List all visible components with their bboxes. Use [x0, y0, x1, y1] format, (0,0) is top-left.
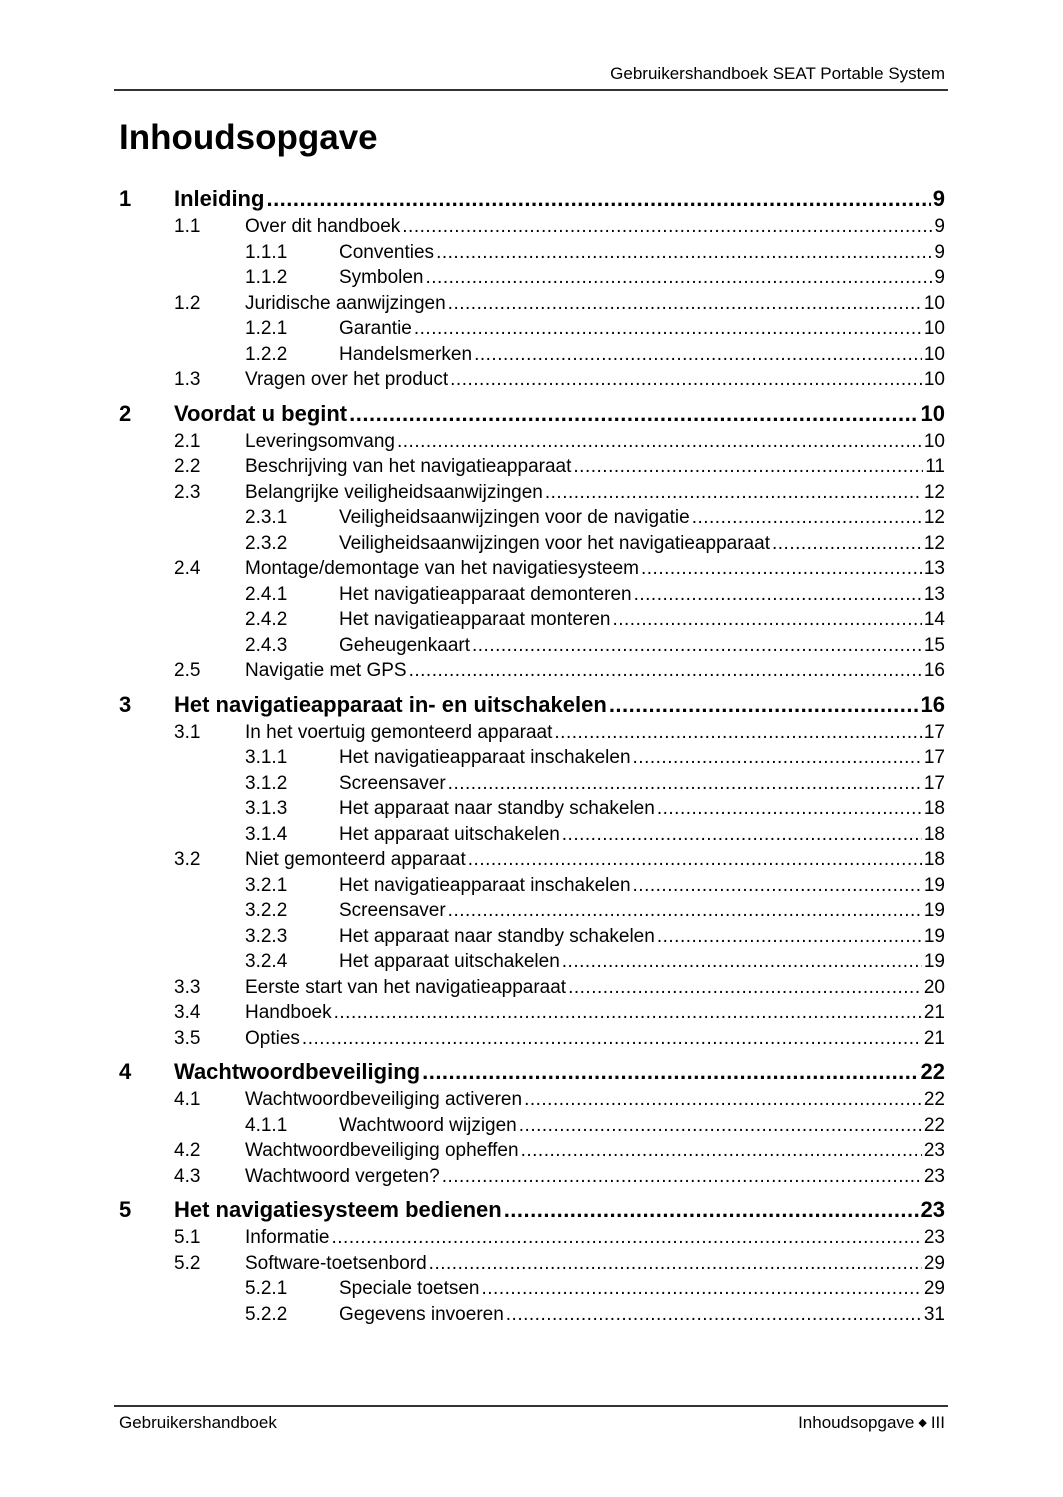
toc-entry-number: 1.1	[174, 216, 201, 237]
toc-dot-leader	[448, 771, 922, 797]
toc-dot-leader	[634, 582, 922, 608]
toc-dot-leader	[450, 367, 922, 393]
toc-entry-title: Montage/demontage van het navigatiesysteem	[245, 556, 641, 582]
toc-dot-leader	[426, 265, 933, 291]
toc-entry-level-3[interactable]	[119, 1113, 945, 1139]
toc-entry-title: Over dit handboek	[245, 214, 402, 240]
toc-entry-number: 3	[119, 691, 132, 717]
toc-entry-title: Voordat u begint	[174, 399, 349, 429]
toc-entry-number: 1.3	[174, 369, 201, 390]
toc-entry-number: 3.2.4	[245, 951, 288, 972]
toc-entry-title: Vragen over het product	[245, 367, 450, 393]
toc-entry-number: 4.1	[174, 1089, 201, 1110]
toc-entry-level-2[interactable]	[119, 480, 945, 506]
toc-entry-title: Wachtwoordbeveiliging activeren	[245, 1087, 524, 1113]
toc-entry-number: 3.1.1	[245, 747, 288, 768]
toc-dot-leader	[562, 822, 922, 848]
toc-entry-level-3[interactable]	[119, 1276, 945, 1302]
toc-entry-title: Het apparaat naar standby schakelen	[339, 924, 657, 950]
toc-entry-title: Wachtwoord wijzigen	[339, 1113, 519, 1139]
toc-entry-page: 13	[923, 583, 945, 605]
toc-entry-title: Juridische aanwijzingen	[245, 291, 448, 317]
toc-entry-page: 10	[923, 292, 945, 314]
toc-dot-leader	[409, 658, 922, 684]
toc-entry-level-3[interactable]	[119, 265, 945, 291]
toc-dot-leader	[422, 1057, 918, 1087]
toc-entry-level-3[interactable]	[119, 924, 945, 950]
toc-entry-number: 1.2	[174, 292, 201, 314]
toc-entry-number: 1.1.2	[245, 267, 288, 288]
toc-entry-level-2[interactable]	[119, 1138, 945, 1164]
toc-entry-page: 13	[923, 558, 945, 579]
toc-dot-leader	[302, 1026, 922, 1052]
toc-dot-leader	[657, 924, 922, 950]
diamond-icon: ◆	[918, 1417, 927, 1429]
toc-entry-level-3[interactable]	[119, 873, 945, 899]
toc-entry-page: 15	[923, 634, 945, 656]
toc-entry-level-2[interactable]	[119, 214, 945, 240]
toc-entry-page: 17	[923, 747, 945, 768]
toc-entry-number: 5.2.1	[245, 1278, 288, 1299]
toc-entry-number: 3.2.3	[245, 925, 288, 947]
toc-entry-level-2[interactable]	[119, 454, 945, 480]
toc-entry-number: 2.4.3	[245, 634, 288, 656]
toc-entry-title: Beschrijving van het navigatieapparaat	[245, 454, 573, 480]
toc-entry-title: Wachtwoordbeveiliging	[174, 1057, 422, 1087]
toc-entry-number: 1.2.1	[245, 318, 288, 339]
toc-dot-leader	[448, 898, 922, 924]
toc-entry-level-2[interactable]	[119, 1225, 945, 1251]
toc-entry-title: Navigatie met GPS	[245, 658, 409, 684]
toc-entry-level-3[interactable]	[119, 796, 945, 822]
toc-entry-title: Het navigatiesysteem bedienen	[174, 1195, 504, 1225]
toc-entry-title: Eerste start van het navigatieapparaat	[245, 975, 568, 1001]
toc-entry-page: 17	[923, 772, 945, 794]
toc-entry-level-2[interactable]	[119, 658, 945, 684]
toc-entry-page: 19	[923, 874, 945, 896]
toc-entry-number: 3.1.2	[245, 772, 288, 794]
toc-entry-level-3[interactable]	[119, 240, 945, 266]
toc-entry-title: Inleiding	[174, 184, 266, 214]
toc-dot-leader	[266, 184, 930, 214]
footer-document-title: Gebruikershandboek	[119, 1413, 277, 1432]
toc-entry-title: Screensaver	[339, 771, 448, 797]
toc-dot-leader	[506, 1302, 922, 1328]
toc-dot-leader	[519, 1113, 922, 1139]
toc-entry-page: 29	[923, 1252, 945, 1274]
toc-entry-page: 10	[923, 343, 945, 365]
toc-entry-number: 5.1	[174, 1227, 201, 1248]
toc-entry-title: Gegevens invoeren	[339, 1302, 506, 1328]
toc-entry-number: 3.4	[174, 1002, 201, 1023]
toc-entry-number: 2.4.1	[245, 583, 288, 605]
toc-entry-number: 3.2	[174, 849, 201, 870]
toc-entry-page: 16	[920, 691, 945, 717]
toc-entry-level-2[interactable]	[119, 1087, 945, 1113]
toc-entry-level-1[interactable]	[119, 1195, 945, 1225]
toc-entry-number: 2.4.2	[245, 609, 288, 630]
toc-entry-number: 3.2.2	[245, 900, 288, 921]
toc-entry-page: 16	[923, 660, 945, 681]
toc-entry-page: 21	[923, 1027, 945, 1049]
toc-dot-leader	[468, 847, 922, 873]
page-header	[114, 62, 948, 91]
toc-entry-level-1[interactable]	[119, 690, 945, 720]
toc-entry-level-2[interactable]	[119, 975, 945, 1001]
toc-dot-leader	[397, 429, 922, 455]
toc-entry-page: 23	[923, 1140, 945, 1161]
toc-dot-leader	[692, 505, 922, 531]
toc-dot-leader	[554, 720, 921, 746]
toc-entry-page: 22	[923, 1114, 945, 1136]
toc-entry-title: Handelsmerken	[339, 342, 474, 368]
toc-dot-leader	[448, 291, 922, 317]
toc-entry-title: Belangrijke veiligheidsaanwijzingen	[245, 480, 545, 506]
toc-entry-title: Conventies	[339, 240, 436, 266]
toc-entry-level-3[interactable]	[119, 822, 945, 848]
toc-entry-number: 4	[119, 1059, 132, 1084]
toc-entry-title: Het navigatieapparaat monteren	[339, 607, 612, 633]
toc-entry-title: Symbolen	[339, 265, 426, 291]
toc-entry-level-1[interactable]	[119, 399, 945, 429]
toc-entry-title: Handboek	[245, 1000, 334, 1026]
toc-entry-page: 14	[923, 609, 945, 630]
page-title: Inhoudsopgave	[119, 118, 378, 157]
toc-entry-number: 4.2	[174, 1140, 201, 1161]
toc-entry-number: 3.3	[174, 976, 201, 998]
toc-dot-leader	[772, 531, 922, 557]
toc-dot-leader	[349, 399, 918, 429]
toc-entry-level-3[interactable]	[119, 316, 945, 342]
toc-entry-number: 2.3.2	[245, 532, 288, 554]
toc-dot-leader	[609, 690, 919, 720]
toc-dot-leader	[545, 480, 922, 506]
toc-entry-number: 3.1.3	[245, 798, 288, 819]
toc-entry-number: 4.3	[174, 1165, 201, 1187]
toc-entry-page: 22	[923, 1089, 945, 1110]
toc-entry-number: 2.5	[174, 660, 201, 681]
table-of-contents	[119, 184, 945, 1327]
toc-entry-level-1[interactable]	[119, 184, 945, 214]
toc-dot-leader	[429, 1251, 922, 1277]
toc-entry-number: 3.1.4	[245, 823, 288, 845]
toc-entry-level-2[interactable]	[119, 556, 945, 582]
toc-entry-level-2[interactable]	[119, 429, 945, 455]
toc-entry-title: Screensaver	[339, 898, 448, 924]
toc-dot-leader	[521, 1138, 922, 1164]
toc-entry-number: 2.3	[174, 481, 201, 503]
toc-entry-number: 3.5	[174, 1027, 201, 1049]
toc-entry-level-2[interactable]	[119, 1251, 945, 1277]
toc-entry-title: Wachtwoord vergeten?	[245, 1164, 442, 1190]
toc-entry-number: 5.2	[174, 1252, 201, 1274]
toc-entry-number: 2.1	[174, 430, 201, 452]
header-title: Gebruikershandboek SEAT Portable System	[610, 64, 945, 83]
toc-dot-leader	[573, 454, 923, 480]
toc-dot-leader	[633, 873, 922, 899]
toc-entry-title: Software-toetsenbord	[245, 1251, 429, 1277]
toc-entry-page: 18	[923, 798, 945, 819]
toc-entry-level-3[interactable]	[119, 607, 945, 633]
toc-entry-page: 18	[923, 823, 945, 845]
toc-entry-title: Opties	[245, 1026, 302, 1052]
toc-entry-level-3[interactable]	[119, 1302, 945, 1328]
toc-entry-level-1[interactable]	[119, 1057, 945, 1087]
toc-entry-page: 19	[923, 925, 945, 947]
toc-entry-title: Veiligheidsaanwijzingen voor het navigatieapparaat	[339, 531, 772, 557]
toc-entry-page: 19	[923, 951, 945, 972]
toc-entry-page: 23	[920, 1197, 945, 1222]
toc-entry-title: Het navigatieapparaat inschakelen	[339, 873, 633, 899]
toc-dot-leader	[568, 975, 922, 1001]
footer-page-number: III	[930, 1413, 945, 1432]
toc-entry-title: Het apparaat uitschakelen	[339, 949, 562, 975]
toc-entry-number: 2.2	[174, 456, 201, 477]
toc-entry-number: 1.2.2	[245, 343, 288, 365]
toc-entry-page: 31	[923, 1303, 945, 1325]
toc-entry-title: Het apparaat uitschakelen	[339, 822, 562, 848]
toc-dot-leader	[402, 214, 932, 240]
toc-entry-page: 10	[923, 318, 945, 339]
toc-entry-page: 9	[934, 267, 945, 288]
toc-dot-leader	[414, 316, 922, 342]
toc-entry-title: Het navigatieapparaat inschakelen	[339, 745, 633, 771]
toc-dot-leader	[633, 745, 922, 771]
toc-entry-title: Leveringsomvang	[245, 429, 397, 455]
toc-entry-number: 3.1	[174, 721, 201, 743]
toc-entry-number: 1.1.1	[245, 241, 288, 263]
toc-entry-page: 29	[923, 1278, 945, 1299]
toc-entry-page: 20	[923, 976, 945, 998]
toc-entry-level-2[interactable]	[119, 1000, 945, 1026]
toc-entry-page: 17	[923, 721, 945, 743]
toc-entry-level-3[interactable]	[119, 505, 945, 531]
toc-entry-page: 23	[923, 1227, 945, 1248]
toc-entry-title: In het voertuig gemonteerd apparaat	[245, 720, 554, 746]
toc-entry-number: 2.4	[174, 558, 201, 579]
toc-entry-page: 12	[923, 481, 945, 503]
toc-entry-level-3[interactable]	[119, 771, 945, 797]
toc-entry-page: 12	[923, 507, 945, 528]
toc-entry-page: 21	[923, 1002, 945, 1023]
toc-dot-leader	[482, 1276, 922, 1302]
toc-entry-level-3[interactable]	[119, 949, 945, 975]
toc-entry-title: Veiligheidsaanwijzingen voor de navigatie	[339, 505, 692, 531]
toc-entry-number: 2	[119, 400, 132, 426]
toc-entry-title: Geheugenkaart	[339, 633, 472, 659]
toc-entry-level-3[interactable]	[119, 582, 945, 608]
toc-entry-page: 10	[920, 400, 945, 426]
toc-dot-leader	[641, 556, 922, 582]
toc-entry-page: 10	[923, 369, 945, 390]
toc-dot-leader	[504, 1195, 919, 1225]
toc-entry-number: 5.2.2	[245, 1303, 288, 1325]
toc-dot-leader	[334, 1000, 922, 1026]
toc-entry-level-2[interactable]	[119, 847, 945, 873]
toc-entry-page: 12	[923, 532, 945, 554]
toc-entry-level-2[interactable]	[119, 367, 945, 393]
toc-dot-leader	[472, 633, 922, 659]
toc-entry-level-2[interactable]	[119, 720, 945, 746]
toc-entry-page: 11	[925, 456, 945, 477]
toc-dot-leader	[331, 1225, 921, 1251]
toc-entry-title: Het navigatieapparaat demonteren	[339, 582, 634, 608]
page-footer	[114, 1405, 948, 1447]
toc-dot-leader	[442, 1164, 922, 1190]
toc-entry-title: Het apparaat naar standby schakelen	[339, 796, 657, 822]
toc-dot-leader	[657, 796, 922, 822]
toc-dot-leader	[524, 1087, 922, 1113]
toc-entry-level-3[interactable]	[119, 531, 945, 557]
toc-entry-level-3[interactable]	[119, 898, 945, 924]
toc-entry-number: 5	[119, 1197, 132, 1222]
toc-entry-title: Wachtwoordbeveiliging opheffen	[245, 1138, 521, 1164]
toc-entry-page: 9	[932, 186, 945, 211]
toc-entry-number: 2.3.1	[245, 507, 288, 528]
toc-entry-number: 3.2.1	[245, 874, 288, 896]
toc-dot-leader	[562, 949, 922, 975]
toc-entry-level-3[interactable]	[119, 745, 945, 771]
toc-entry-page: 10	[923, 430, 945, 452]
toc-entry-level-3[interactable]	[119, 342, 945, 368]
toc-entry-page: 18	[923, 849, 945, 870]
toc-entry-title: Garantie	[339, 316, 414, 342]
toc-entry-number: 1	[119, 186, 132, 211]
toc-entry-title: Het navigatieapparaat in- en uitschakelen	[174, 690, 609, 720]
toc-entry-page: 9	[934, 241, 945, 263]
toc-entry-page: 9	[934, 216, 945, 237]
toc-dot-leader	[436, 240, 932, 266]
toc-entry-page: 23	[923, 1165, 945, 1187]
toc-entry-title: Niet gemonteerd apparaat	[245, 847, 468, 873]
toc-dot-leader	[612, 607, 921, 633]
toc-entry-level-2[interactable]	[119, 291, 945, 317]
toc-entry-title: Speciale toetsen	[339, 1276, 482, 1302]
toc-entry-number: 4.1.1	[245, 1114, 288, 1136]
toc-entry-level-3[interactable]	[119, 633, 945, 659]
toc-entry-level-2[interactable]	[119, 1026, 945, 1052]
toc-entry-level-2[interactable]	[119, 1164, 945, 1190]
toc-dot-leader	[474, 342, 922, 368]
footer-page-info	[798, 1413, 945, 1433]
toc-entry-page: 22	[920, 1059, 945, 1084]
toc-entry-title: Informatie	[245, 1225, 331, 1251]
toc-entry-page: 19	[923, 900, 945, 921]
footer-section-name: Inhoudsopgave	[798, 1413, 915, 1432]
